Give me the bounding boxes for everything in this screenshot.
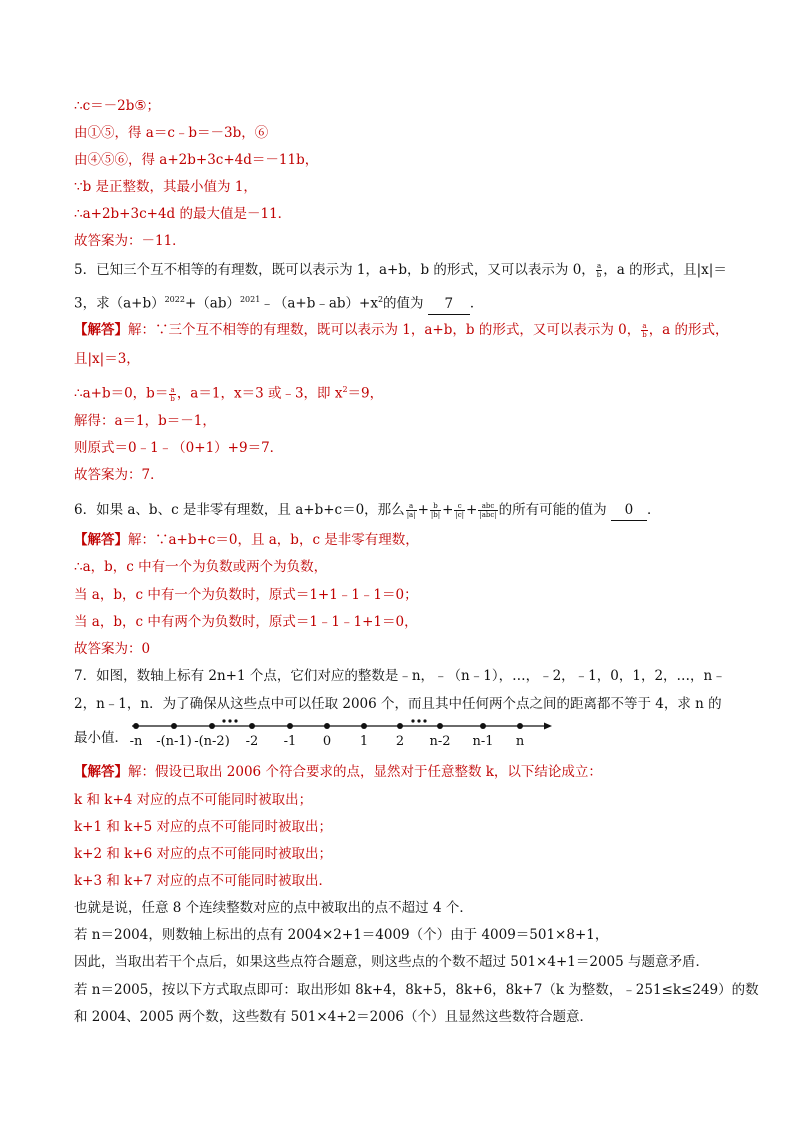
number-line-label: n-1 bbox=[472, 734, 494, 749]
answer-blank: 0 bbox=[611, 500, 647, 521]
number-line-label: -n bbox=[129, 734, 143, 749]
denominator: |abc| bbox=[479, 511, 497, 519]
number-line-label: -(n-2) bbox=[194, 734, 230, 749]
ellipsis-dot bbox=[234, 719, 237, 722]
q5-stem-part: ﹣（a+b﹣ab）+x bbox=[260, 295, 378, 312]
number-line-label: n-2 bbox=[429, 734, 451, 749]
solution-line: k+1 和 k+5 对应的点不可能同时被取出； bbox=[74, 819, 333, 835]
solution-line: k+2 和 k+6 对应的点不可能同时被取出； bbox=[74, 846, 333, 862]
number-line-label: -(n-1) bbox=[156, 734, 192, 749]
arrow-head-icon bbox=[544, 723, 552, 730]
denominator: |c| bbox=[455, 511, 465, 519]
number-line-figure bbox=[120, 716, 560, 750]
solution-line: 且|x|＝3， bbox=[74, 351, 140, 367]
number-line-label: -1 bbox=[283, 734, 297, 749]
solution-tag: 【解答】 bbox=[74, 764, 128, 780]
solution-line: 也就是说，任意 8 个连续整数对应的点中被取出的点不超过 4 个． bbox=[74, 900, 473, 916]
number-line-point bbox=[480, 723, 486, 729]
plus-sign: + bbox=[417, 502, 429, 518]
solution-line: ∴a，b，c 中有一个为负数或两个为负数， bbox=[74, 559, 328, 575]
text-line: 由④⑤⑥，得 a+2b+3c+4d＝－11b， bbox=[74, 152, 319, 168]
fraction bbox=[596, 262, 602, 279]
q6-stem-part: 6．如果 a、b、c 是非零有理数，且 a+b+c＝0，那么 bbox=[74, 502, 405, 518]
number-line-point bbox=[324, 723, 330, 729]
fraction bbox=[406, 502, 417, 519]
text-line: ∴c＝－2b⑤； bbox=[74, 98, 160, 114]
solution-line bbox=[74, 530, 734, 550]
solution-line: 当 a，b，c 中有两个为负数时，原式＝1﹣1﹣1+1＝0， bbox=[74, 614, 418, 630]
solution-tag: 【解答】 bbox=[74, 532, 128, 548]
denominator: |b| bbox=[430, 511, 441, 519]
exponent: 2 bbox=[377, 295, 384, 304]
answer-blank: 7 bbox=[428, 294, 470, 315]
fraction bbox=[454, 502, 465, 519]
solution-tag: 【解答】 bbox=[74, 322, 128, 338]
punctuation: ． bbox=[469, 295, 484, 312]
fraction bbox=[641, 322, 647, 339]
numerator: b bbox=[430, 502, 441, 511]
question-5-text bbox=[74, 290, 734, 315]
q5-stem-part: 3，求（a+b） bbox=[74, 295, 165, 312]
ellipsis-dot bbox=[417, 719, 420, 722]
number-line-label: -2 bbox=[245, 734, 259, 749]
solution-text: ，a＝1，x＝3 或﹣3，即 x bbox=[176, 385, 343, 402]
text-line: ∴a+2b+3c+4d 的最大值是－11． bbox=[74, 206, 292, 222]
fraction bbox=[430, 502, 441, 519]
solution-text: 解：∵a+b+c＝0，且 a，b，c 是非零有理数， bbox=[128, 532, 419, 548]
number-line-point bbox=[171, 723, 177, 729]
fraction bbox=[169, 386, 175, 403]
plus-sign: + bbox=[466, 502, 478, 518]
number-line-point bbox=[133, 723, 139, 729]
solution-line: 当 a，b，c 中有一个为负数时，原式＝1+1﹣1﹣1＝0； bbox=[74, 587, 418, 603]
denominator: b bbox=[170, 394, 175, 403]
q5-stem-part: +（ab） bbox=[184, 295, 240, 312]
text-line: ∵b 是正整数，其最小值为 1， bbox=[74, 179, 257, 195]
numerator: c bbox=[454, 502, 465, 511]
solution-line: 因此，当取出若干个点后，如果这些点符合题意，则这些点的个数不超过 501×4+1＝2005 与题意矛盾． bbox=[74, 954, 710, 970]
question-6-text bbox=[74, 500, 734, 521]
solution-line: 和 2004、2005 两个数，这些数有 501×4+2＝2006（个）且显然这些数符合题意． bbox=[74, 1009, 594, 1025]
ellipsis-dot bbox=[228, 719, 231, 722]
exponent: 2 bbox=[342, 385, 348, 394]
number-line-point bbox=[249, 723, 255, 729]
solution-line: 则原式＝0﹣1﹣（0+1）+9＝7． bbox=[74, 440, 284, 456]
solution-line: 解得：a＝1，b＝－1， bbox=[74, 413, 216, 429]
number-line-point bbox=[361, 723, 367, 729]
solution-line: k 和 k+4 对应的点不可能同时被取出； bbox=[74, 792, 313, 808]
solution-line bbox=[74, 380, 734, 404]
ellipsis-dot bbox=[423, 719, 426, 722]
ellipsis-dot bbox=[222, 719, 225, 722]
denominator: b bbox=[642, 331, 647, 339]
numerator: a bbox=[170, 385, 175, 394]
number-line-label: n bbox=[515, 734, 525, 749]
solution-line: 故答案为：7． bbox=[74, 467, 164, 483]
q5-stem-part: ，a 的形式，且|x|＝ bbox=[603, 262, 727, 278]
solution-line: k+3 和 k+7 对应的点不可能同时被取出． bbox=[74, 873, 333, 889]
number-line-label: 0 bbox=[322, 734, 332, 749]
question-5-text bbox=[74, 260, 734, 280]
solution-text: ∴a+b＝0，b＝ bbox=[74, 385, 169, 402]
q5-stem-part: 5．已知三个互不相等的有理数，既可以表示为 1，a+b，b 的形式，又可以表示为 0， bbox=[74, 262, 595, 278]
solution-line: 故答案为：0 bbox=[74, 641, 151, 657]
question-7-text: 2，n﹣1，n．为了确保从这些点中可以任取 2006 个，而且其中任何两个点之间的距离都不等于 4，求 n 的 bbox=[74, 696, 722, 712]
question-7-text: 最小值． bbox=[74, 730, 128, 746]
text-line: 由①⑤，得 a＝c﹣b＝－3b，⑥ bbox=[74, 125, 269, 141]
exponent: 2021 bbox=[239, 295, 261, 304]
numerator: abc bbox=[478, 502, 497, 511]
exponent: 2022 bbox=[164, 295, 185, 304]
q5-stem-part: 的值为 bbox=[383, 295, 424, 312]
solution-line bbox=[74, 762, 734, 782]
number-line-point bbox=[437, 723, 443, 729]
solution-line: 若 n＝2005，按以下方式取点即可：取出形如 8k+4，8k+5，8k+6，8k+7（k 为整数，﹣251≤k≤249）的数 bbox=[74, 982, 759, 998]
text-line: 故答案为：－11． bbox=[74, 233, 186, 249]
numerator: a bbox=[642, 322, 647, 330]
solution-text: 解：∵三个互不相等的有理数，既可以表示为 1，a+b，b 的形式，又可以表示为 0， bbox=[128, 322, 641, 338]
numerator: a bbox=[596, 262, 602, 270]
fraction bbox=[478, 502, 497, 519]
solution-line: 若 n＝2004，则数轴上标出的点有 2004×2+1＝4009（个）由于 4009＝501×8+1， bbox=[74, 927, 609, 943]
number-line-label: 1 bbox=[359, 734, 369, 749]
denominator: b bbox=[596, 271, 602, 279]
plus-sign: + bbox=[442, 502, 454, 518]
solution-text: ＝9， bbox=[347, 385, 384, 402]
solution-text: ，a 的形式， bbox=[648, 322, 729, 338]
number-line-point bbox=[287, 723, 293, 729]
question-7-text: 7．如图，数轴上标有 2n+1 个点，它们对应的整数是﹣n，﹣（n﹣1），…，﹣2，﹣1，0，1，2，…，n﹣ bbox=[74, 668, 726, 684]
number-line-point bbox=[397, 723, 403, 729]
numerator: a bbox=[406, 502, 417, 511]
number-line-label: 2 bbox=[395, 734, 405, 749]
punctuation: ． bbox=[646, 502, 661, 518]
solution-line bbox=[74, 320, 734, 340]
number-line-point bbox=[209, 723, 215, 729]
solution-text: 解：假设已取出 2006 个符合要求的点，显然对于任意整数 k，以下结论成立： bbox=[128, 764, 602, 780]
number-line-point bbox=[517, 723, 523, 729]
ellipsis-dot bbox=[411, 719, 414, 722]
denominator: |a| bbox=[406, 511, 416, 519]
q6-stem-part: 的所有可能的值为 bbox=[498, 502, 607, 518]
